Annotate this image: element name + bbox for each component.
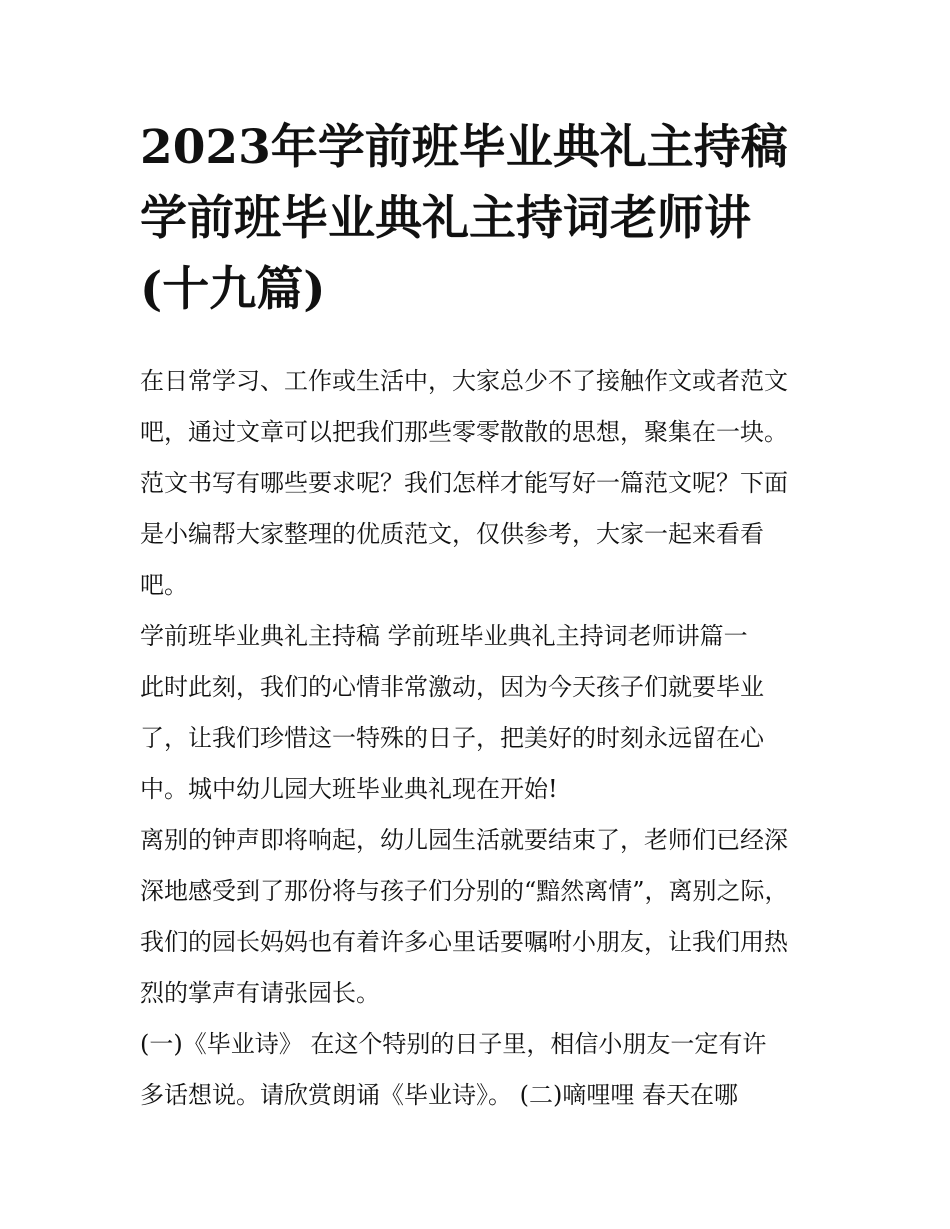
body-line: 离别的钟声即将响起，幼儿园生活就要结束了，老师们已经深: [140, 826, 788, 854]
title-line-3: (十九篇): [140, 262, 326, 317]
body-line: 范文书写有哪些要求呢？我们怎样才能写好一篇范文呢？下面: [140, 469, 788, 497]
body-line: 中。城中幼儿园大班毕业典礼现在开始!: [140, 775, 558, 803]
title-line-1: 2023年学前班毕业典礼主持稿: [140, 120, 788, 175]
document-title: [140, 112, 820, 325]
body-line: 烈的掌声有请张园长。: [140, 979, 380, 1007]
section-heading: 学前班毕业典礼主持稿 学前班毕业典礼主持词老师讲篇一: [140, 622, 748, 650]
title-line-2: 学前班毕业典礼主持词老师讲: [140, 191, 751, 246]
body-line: 在日常学习、工作或生活中，大家总少不了接触作文或者范文: [140, 367, 788, 395]
body-line: 是小编帮大家整理的优质范文，仅供参考，大家一起来看看: [140, 520, 764, 548]
body-line: (一)《毕业诗》 在这个特别的日子里，相信小朋友一定有许: [140, 1030, 767, 1058]
document-body: [140, 356, 820, 1121]
body-line: 深地感受到了那份将与孩子们分别的“黯然离情”，离别之际，: [140, 877, 789, 905]
body-line: 吧，通过文章可以把我们那些零零散散的思想，聚集在一块。: [140, 418, 788, 446]
body-line: 了，让我们珍惜这一特殊的日子，把美好的时刻永远留在心: [140, 724, 764, 752]
body-line: 我们的园长妈妈也有着许多心里话要嘱咐小朋友，让我们用热: [140, 928, 788, 956]
body-line: 此时此刻，我们的心情非常激动，因为今天孩子们就要毕业: [140, 673, 764, 701]
body-line: 吧。: [140, 571, 188, 599]
body-line: 多话想说。请欣赏朗诵《毕业诗》。 (二)嘀哩哩 春天在哪: [140, 1081, 738, 1109]
